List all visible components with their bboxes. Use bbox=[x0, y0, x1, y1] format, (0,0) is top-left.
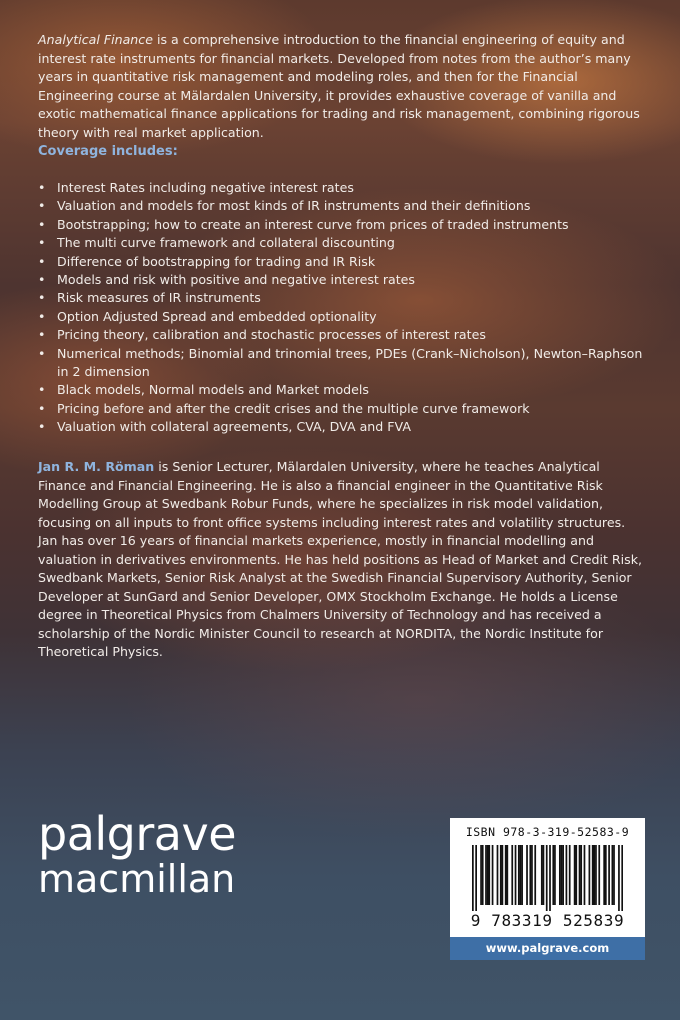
intro-paragraph bbox=[38, 31, 648, 142]
list-item bbox=[38, 308, 648, 326]
ean-digits: 9 783319 525839 bbox=[470, 911, 625, 930]
bullet-icon: • bbox=[38, 419, 46, 435]
list-item bbox=[38, 289, 648, 307]
coverage-list bbox=[38, 179, 648, 437]
list-item-text: Interest Rates including negative interest rates bbox=[57, 180, 354, 195]
list-item-text: Option Adjusted Spread and embedded optionality bbox=[57, 308, 377, 324]
bullet-icon: • bbox=[38, 308, 46, 324]
list-item-text: Valuation and models for most kinds of IR instruments and their definitions bbox=[57, 198, 531, 214]
author-bio bbox=[38, 458, 648, 662]
barcode-panel bbox=[450, 818, 645, 960]
bullet-icon: • bbox=[38, 290, 46, 306]
list-item bbox=[38, 400, 648, 418]
list-item bbox=[38, 381, 648, 399]
bullet-icon: • bbox=[38, 198, 46, 214]
list-item-text: Risk measures of IR instruments bbox=[57, 290, 261, 306]
bullet-icon: • bbox=[38, 327, 46, 343]
list-item bbox=[38, 271, 648, 289]
list-item bbox=[38, 197, 648, 215]
list-item bbox=[38, 418, 648, 436]
bullet-icon: • bbox=[38, 216, 46, 232]
list-item-text: Numerical methods; Binomial and trinomial trees, PDEs (Crank–Nicholson), Newton–Raphson in 2 dimension bbox=[57, 345, 643, 380]
bullet-icon: • bbox=[38, 382, 46, 398]
list-item bbox=[38, 326, 648, 344]
list-item bbox=[38, 253, 648, 271]
coverage-heading: Coverage includes: bbox=[38, 144, 178, 159]
isbn-label: ISBN 978-3-319-52583-9 bbox=[465, 825, 630, 839]
bullet-icon: • bbox=[38, 345, 46, 361]
bullet-icon: • bbox=[38, 253, 46, 269]
list-item bbox=[38, 179, 648, 197]
book-title-italic: Analytical Finance bbox=[38, 32, 153, 47]
list-item-text: Models and risk with positive and negative interest rates bbox=[57, 272, 415, 288]
publisher-logo bbox=[38, 807, 236, 901]
publisher-logo-line2: macmillan bbox=[38, 857, 236, 901]
author-name: Jan R. M. Röman bbox=[38, 459, 155, 474]
bullet-icon: • bbox=[38, 180, 46, 195]
bullet-icon: • bbox=[38, 272, 46, 288]
intro-body: is a comprehensive introduction to the financial engineering of equity and interest rate instruments for financial markets. Developed from notes from the author’s many years in quantitative risk management and modeling roles, and then for the Financial Engineering course at Mälardalen University, it provides exhaustive coverage of vanilla and exotic mathematical finance applications for trading and risk management, combining rigorous theory with real market application. bbox=[38, 32, 640, 140]
bullet-icon: • bbox=[38, 235, 46, 251]
list-item-text: Bootstrapping; how to create an interest curve from prices of traded instruments bbox=[57, 216, 569, 232]
bullet-icon: • bbox=[38, 400, 46, 416]
list-item-text: Pricing theory, calibration and stochastic processes of interest rates bbox=[57, 327, 486, 343]
list-item bbox=[38, 234, 648, 252]
publisher-logo-line1: palgrave bbox=[38, 807, 236, 861]
list-item-text: The multi curve framework and collateral discounting bbox=[57, 235, 395, 251]
list-item bbox=[38, 216, 648, 234]
list-item-text: Black models, Normal models and Market models bbox=[57, 382, 369, 398]
author-bio-body: is Senior Lecturer, Mälardalen University, where he teaches Analytical Finance and Financial Engineering. He is also a financial engineer in the Quantitative Risk Modelling Group at Swedbank Robur Funds, where he specializes in risk model validation, focusing on all inputs to front office systems including interest rates and volatility structures. Jan has over 16 years of financial markets experience, mostly in financial modelling and valuation in derivatives environments. He has held positions as Head of Market and Credit Risk, Swedbank Markets, Senior Risk Analyst at the Swedish Financial Supervisory Authority, Senior Developer at SunGard and Senior Developer, OMX Stockholm Exchange. He holds a License degree in Theoretical Physics from Chalmers University of Technology and has received a scholarship of the Nordic Minister Council to research at NORDITA, the Nordic Institute for Theoretical Physics. bbox=[38, 459, 643, 659]
list-item-text: Pricing before and after the credit crises and the multiple curve framework bbox=[57, 400, 530, 416]
publisher-url: www.palgrave.com bbox=[450, 937, 645, 960]
list-item-text: Difference of bootstrapping for trading and IR Risk bbox=[57, 253, 376, 269]
list-item bbox=[38, 345, 648, 382]
barcode-icon bbox=[472, 845, 623, 911]
list-item-text: Valuation with collateral agreements, CVA, DVA and FVA bbox=[57, 419, 411, 435]
